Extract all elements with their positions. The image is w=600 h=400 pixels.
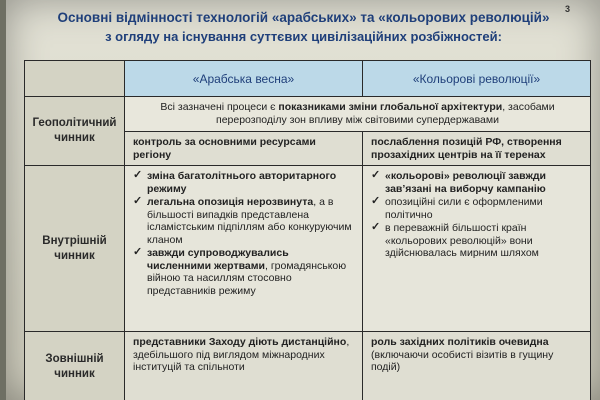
merged-prefix: Всі зазначені процеси є [160,101,279,113]
internal-arab-list [133,170,354,297]
checkmark-icon: ✓ [371,195,381,207]
bullet-bold-text: легальна опозиція нерозвинута [147,196,314,208]
geopolitical-arab: контроль за основними ресурсами регіону [125,132,363,166]
header-empty [25,61,125,97]
slide-title [26,8,581,46]
bullet-text: , громадянською війною та насиллям стосовно представників режиму [147,259,347,297]
comparison-table [24,60,591,400]
external-color [363,332,591,400]
geopolitical-color: послаблення позицій РФ, створення прозахідних центрів на її теренах [363,132,591,166]
external-arab-rest: , здебільшого під виглядом міжнародних інституцій та спільноти [133,336,350,373]
slide [6,0,600,400]
checkmark-icon: ✓ [371,221,381,233]
title-line2: з огляду на існування суттєвих цивілізаційних розбіжностей: [105,29,502,44]
bullet-text: , а в більшості випадків представлена ісламістським підпіллям або конкуруючим кланом [147,196,352,246]
label-external: Зовнішній чинник [25,332,125,400]
bullet-item [133,196,354,246]
external-arab [125,332,363,400]
bullet-item [371,196,582,221]
bullet-text: в переважній більшості країн «кольорових революцій» вони здійснювалась мирним шляхом [385,222,539,259]
checkmark-icon: ✓ [133,195,143,207]
header-arab-spring: «Арабська весна» [125,61,363,97]
title-line1: Основні відмінності технологій «арабських» та «кольорових революцій» [57,10,550,25]
page-number: 3 [564,4,570,14]
header-color-revolutions: «Кольорові революції» [363,61,591,97]
label-internal: Внутрішній чинник [25,166,125,332]
internal-arab [125,166,363,332]
external-arab-bold: представники Заходу діють дистанційно [133,336,347,348]
checkmark-icon: ✓ [133,246,143,258]
bullet-item [371,170,582,195]
bullet-bold-text: зміна багатолітнього авторитарного режиму [147,170,337,195]
checkmark-icon: ✓ [371,169,381,181]
checkmark-icon: ✓ [133,169,143,181]
bullet-text: опозиційні сили є оформленими політично [385,196,543,221]
external-color-bold: роль західних політиків очевидна [371,336,549,348]
bullet-bold-text: «кольорові» революції завжди зав’язані на виборчу кампанію [385,170,547,195]
merged-suffix: , засобами перерозподілу зон впливу між світовими супердержавами [216,101,555,126]
merged-bold: показниками зміни глобальної архітектури [278,101,503,113]
internal-color-list [371,170,582,260]
external-color-rest: (включаючи особисті візитів в гущину подій) [371,348,554,373]
bullet-bold-text: завжди супроводжувались численними жертвами [147,247,289,272]
label-geopolitical: Геополітичний чинник [25,97,125,166]
internal-color [363,166,591,332]
geopolitical-merged-cell [125,97,591,132]
bullet-item [371,222,582,260]
bullet-item [133,247,354,297]
bullet-item [133,170,354,195]
